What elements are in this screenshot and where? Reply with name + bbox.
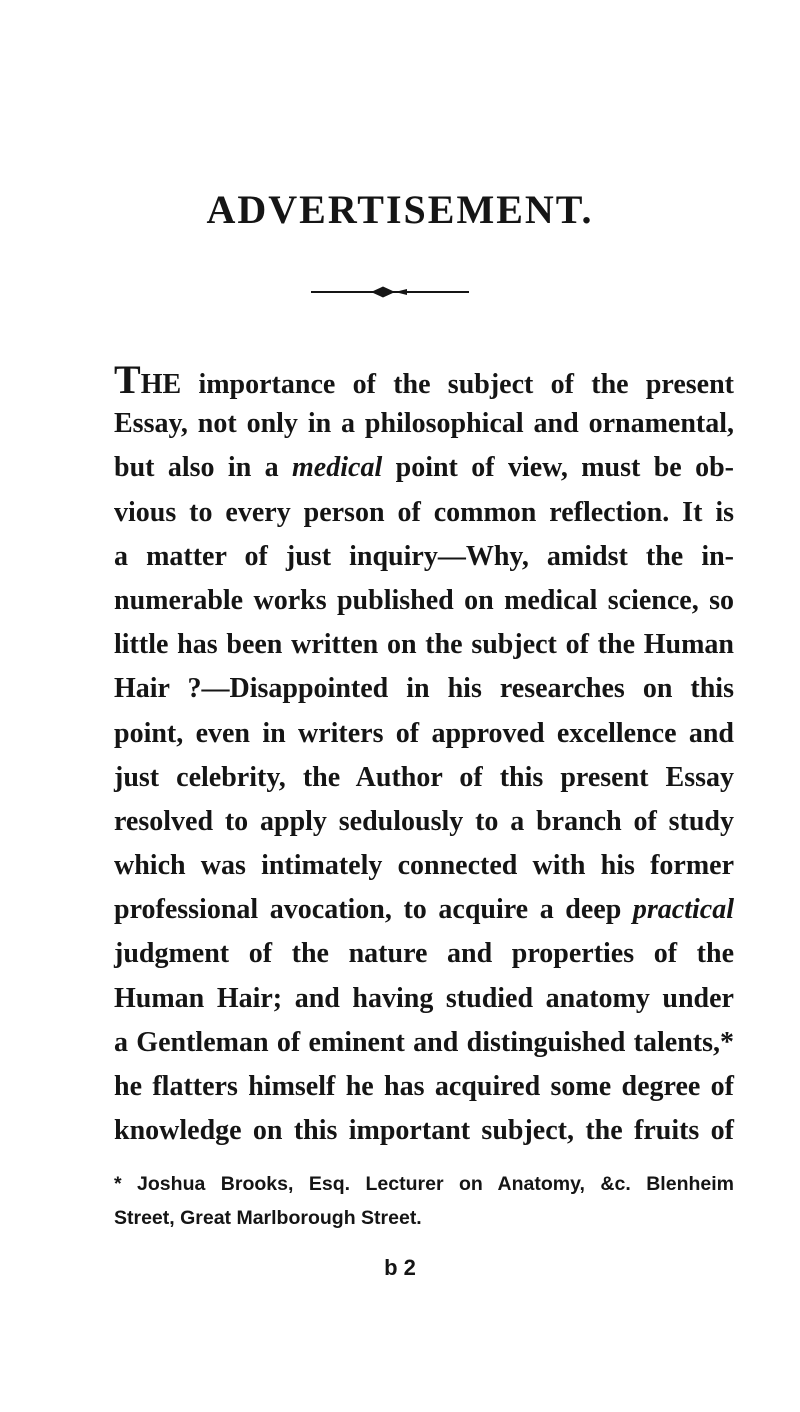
text-line: a Gentleman of eminent and distinguished talents,* xyxy=(114,1026,734,1058)
ornamental-rule xyxy=(311,285,469,299)
text-line: point, even in writers of approved excellence and xyxy=(114,717,734,749)
text-line: Essay, not only in a philosophical and ornamental, xyxy=(114,408,734,440)
page-heading: ADVERTISEMENT. xyxy=(206,187,594,232)
text-line: which was intimately connected with his former xyxy=(114,850,734,882)
italic-word: medical xyxy=(292,452,383,484)
text-line: professional avocation, to acquire a deep practical xyxy=(114,894,734,926)
small-caps-word: HE xyxy=(140,369,182,400)
text-line: vious to every person of common reflection. It is xyxy=(114,496,734,528)
footnote-line: * Joshua Brooks, Esq. Lecturer on Anatomy, &c. Blenheim xyxy=(114,1173,734,1195)
text-line: numerable works published on medical science, so xyxy=(114,584,734,616)
italic-word: practical xyxy=(632,894,734,926)
footnote-line: Street, Great Marlborough Street. xyxy=(114,1207,422,1229)
drop-capital: T xyxy=(114,357,141,402)
text-line: Human Hair; and having studied anatomy under xyxy=(114,982,734,1014)
text-line: just celebrity, the Author of this present Essay xyxy=(114,761,734,793)
text-line: knowledge on this important subject, the fruits of xyxy=(114,1115,734,1147)
text-line: Hair ?—Disappointed in his researches on this xyxy=(114,673,734,705)
body-paragraph xyxy=(114,358,734,1153)
text-line: THE importance of the subject of the present xyxy=(114,357,734,402)
footnote xyxy=(114,1167,734,1235)
text-line: judgment of the nature and properties of the xyxy=(114,938,734,970)
text-line: but also in a medical point of view, must be ob- xyxy=(114,452,734,484)
text-line: he flatters himself he has acquired some degree of xyxy=(114,1071,734,1102)
text-line: resolved to apply sedulously to a branch of study xyxy=(114,805,734,837)
text-line: little has been written on the subject of the Human xyxy=(114,629,734,661)
signature-mark: b 2 xyxy=(384,1255,416,1280)
text-line: a matter of just inquiry—Why, amidst the in- xyxy=(114,540,734,572)
